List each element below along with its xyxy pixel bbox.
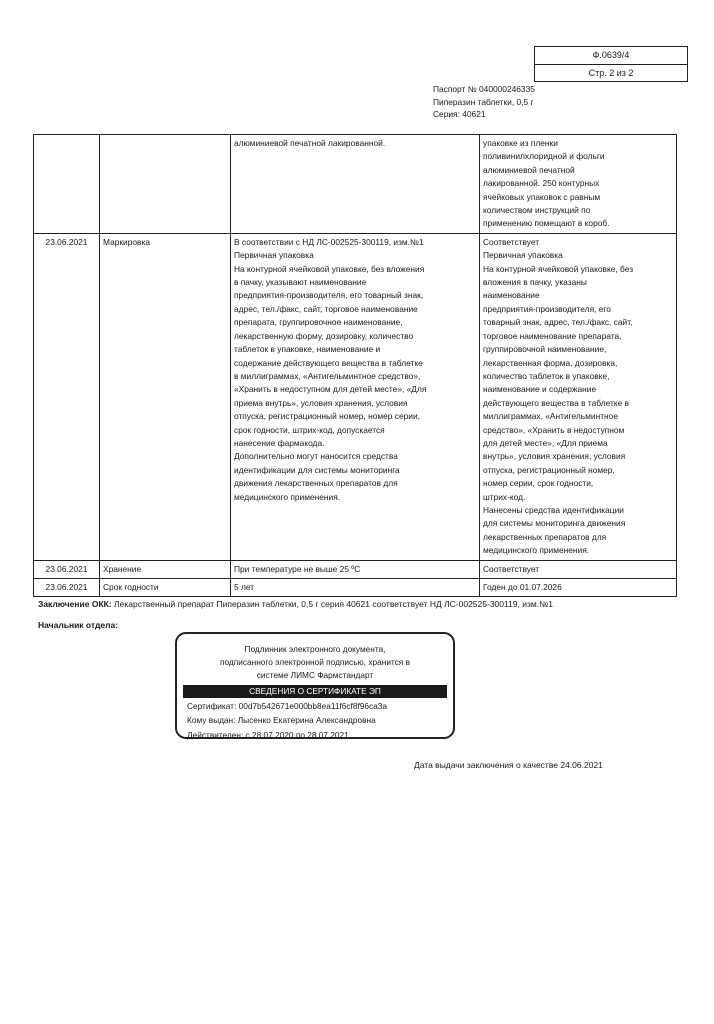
requirement-line: отпуска, регистрационный номер, номер серии,	[234, 411, 420, 422]
form-code: Ф.0639/4	[592, 50, 630, 60]
passport-header	[433, 83, 535, 121]
requirement-line: нанесение фармакода.	[234, 437, 325, 448]
requirement-line: содержание действующего вещества в таблетке	[234, 357, 423, 368]
result-line: применению помещают в короб.	[483, 218, 610, 229]
result-line: медицинского применения.	[483, 545, 590, 556]
requirement-line: предприятия-производителя, его товарный знак,	[234, 290, 424, 301]
row-result	[480, 135, 677, 234]
result-line: группировочной наименование,	[483, 344, 607, 355]
requirement-line: в миллиграммах, «Антигельминтное средство»,	[234, 370, 421, 381]
result-line: отпуска, регистрационный номер,	[483, 464, 615, 475]
result-line: наименование	[483, 290, 540, 301]
requirement-line: идентификации для системы мониторинга	[234, 464, 400, 475]
result-line: лакированной. 250 контурных	[483, 178, 600, 189]
result-line: алюминиевой печатной	[483, 164, 575, 175]
requirement-line: приема внутрь», условия хранения, условия	[234, 397, 408, 408]
stamp-valid: Действителен: с 28.07.2020 по 28.07.2021	[187, 729, 349, 740]
result-line: номер серии, срок годности,	[483, 478, 594, 489]
result-line: лекарственная форма, дозировка,	[483, 357, 618, 368]
table-row	[34, 233, 677, 560]
conclusion	[38, 599, 553, 609]
result-line: Годен до 01.07.2026	[483, 582, 562, 592]
table-row	[34, 135, 677, 234]
row-name: Срок годности	[100, 579, 231, 597]
row-name	[100, 135, 231, 234]
form-code-box	[534, 46, 688, 82]
result-line: На контурной ячейковой упаковке, без	[483, 263, 634, 274]
result-line: ячейковых упаковок с равным	[483, 191, 601, 202]
requirement-line: При температуре не выше 25 ºС	[234, 563, 361, 574]
result-line: Соответствует	[483, 563, 540, 574]
result-line: Первичная упаковка	[483, 250, 563, 261]
result-line: Нанесены средства идентификации	[483, 504, 624, 515]
result-line: Соответствует	[483, 236, 540, 247]
requirement-line: в пачку, указывают наименование	[234, 277, 367, 288]
requirement-line: срок годности, штрих-код, допускается	[234, 424, 385, 435]
requirement-line: алюминиевой печатной лакированной.	[234, 138, 386, 148]
result-line: штрих-код.	[483, 491, 526, 502]
row-date: 23.06.2021	[34, 560, 100, 578]
requirement-line: лекарственную форму, дозировку, количество	[234, 330, 414, 341]
chief-label: Начальник отдела:	[38, 620, 119, 630]
stamp-line-3: системе ЛИМС Фармстандарт	[256, 670, 374, 680]
result-line: количеством инструкций по	[483, 205, 591, 216]
row-name: Хранение	[100, 560, 231, 578]
conclusion-label: Заключение ОКК:	[38, 599, 112, 609]
result-line: количество таблеток в упаковке,	[483, 370, 610, 381]
passport-product: Пиперазин таблетки, 0,5 г	[433, 96, 534, 107]
stamp-line-1: Подлинник электронного документа,	[244, 644, 386, 654]
passport-number: Паспорт № 040000246335	[433, 84, 535, 94]
row-requirement	[231, 579, 480, 597]
issue-date: Дата выдачи заключения о качестве 24.06.2021	[414, 760, 603, 770]
row-result	[480, 579, 677, 597]
row-date: 23.06.2021	[34, 233, 100, 560]
stamp-header: СВЕДЕНИЯ О СЕРТИФИКАТЕ ЭП	[183, 685, 447, 698]
page-number: Стр. 2 из 2	[535, 64, 687, 81]
table-row	[34, 579, 677, 597]
passport-series: Серия: 40621	[433, 109, 486, 119]
requirement-line: адрес, тел./факс, сайт, торговое наименование	[234, 303, 418, 314]
requirement-line: На контурной ячейковой упаковке, без вложения	[234, 263, 425, 274]
result-line: предприятия-производителя, его	[483, 303, 611, 314]
row-date: 23.06.2021	[34, 579, 100, 597]
e-signature-stamp	[175, 632, 455, 739]
requirement-line: Дополнительно могут наносится средства	[234, 451, 398, 462]
conclusion-text: Лекарственный препарат Пиперазин таблетки, 0,5 г серия 40621 соответствует НД ЛС-002525-300119, изм.№1	[111, 599, 553, 609]
row-result	[480, 233, 677, 560]
row-result	[480, 560, 677, 578]
quality-table	[33, 134, 677, 597]
table-row	[34, 560, 677, 578]
row-date	[34, 135, 100, 234]
row-requirement	[231, 233, 480, 560]
result-line: для системы мониторинга движения	[483, 518, 626, 529]
requirement-line: 5 лет	[234, 582, 255, 592]
result-line: упаковке из пленки	[483, 138, 558, 148]
requirement-line: медицинского применения.	[234, 491, 341, 502]
result-line: миллиграммах, «Антигельминтное	[483, 411, 618, 422]
stamp-line-2: подписанного электронной подписью, хранится в	[219, 657, 411, 667]
requirement-line: «Хранить в недоступном для детей месте», «Для	[234, 384, 427, 395]
result-line: лекарственных препаратов для	[483, 531, 607, 542]
result-line: действующего вещества в таблетке в	[483, 397, 630, 408]
row-name: Маркировка	[100, 233, 231, 560]
result-line: для детей месте», «Для приема	[483, 437, 608, 448]
row-requirement	[231, 560, 480, 578]
result-line: наименование и содержание	[483, 384, 597, 395]
result-line: средство», «Хранить в недоступном	[483, 424, 625, 435]
requirement-line: Первичная упаковка	[234, 250, 314, 261]
stamp-issued-to: Кому выдан: Лысенко Екатерина Александровна	[187, 715, 376, 726]
requirement-line: движения лекарственных препаратов для	[234, 478, 398, 489]
result-line: вложения в пачку, указаны	[483, 277, 587, 288]
stamp-certificate: Сертификат: 00d7b542671e000bb8ea11f6cf8f96ca3a	[187, 701, 388, 711]
requirement-line: таблеток в упаковке, наименование и	[234, 344, 381, 355]
result-line: поливинилхлоридной и фольги	[483, 151, 605, 162]
result-line: товарный знак, адрес, тел./факс, сайт,	[483, 317, 633, 328]
row-requirement	[231, 135, 480, 234]
result-line: торговое наименование препарата,	[483, 330, 622, 341]
requirement-line: препарата, группировочное наименование,	[234, 317, 403, 328]
result-line: внутрь», условия хранения, условия	[483, 451, 626, 462]
requirement-line: В соответствии с НД ЛС-002525-300119, изм.№1	[234, 236, 424, 247]
